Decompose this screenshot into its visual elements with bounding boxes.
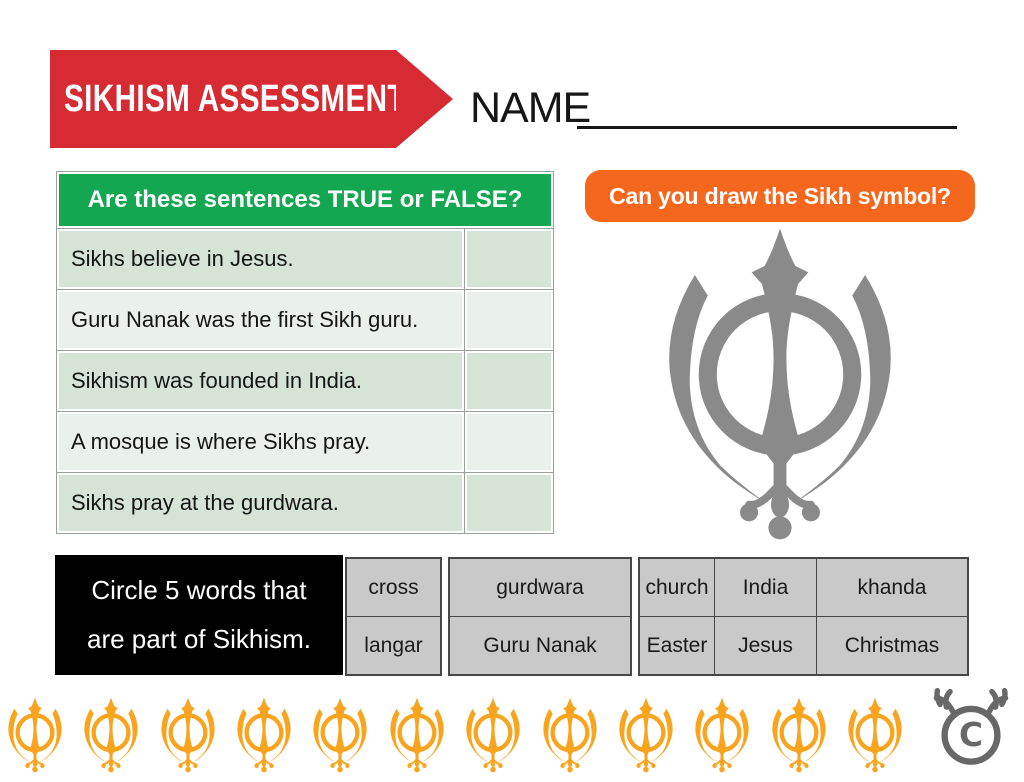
word-cell[interactable]: gurdwara [450, 559, 630, 616]
copyright-letter: C [958, 716, 984, 755]
copyright-moose-logo [924, 688, 1018, 768]
statement-cell: Guru Nanak was the first Sikh guru. [59, 292, 462, 348]
word-cell[interactable]: langar [347, 617, 440, 674]
word-cell[interactable]: church [640, 559, 714, 616]
word-cell[interactable]: Easter [640, 617, 714, 674]
answer-cell[interactable] [467, 414, 551, 470]
true-false-table [55, 170, 555, 535]
circle-words-instruction [55, 555, 343, 675]
word-cell[interactable]: Christmas [817, 617, 967, 674]
word-bank [345, 557, 969, 676]
instruction-line: are part of Sikhism. [87, 624, 311, 654]
draw-symbol-prompt: Can you draw the Sikh symbol? [585, 170, 975, 222]
word-cell[interactable]: khanda [817, 559, 967, 616]
name-label: NAME [470, 84, 591, 132]
true-false-header: Are these sentences TRUE or FALSE? [59, 174, 551, 226]
word-bank-group [345, 557, 442, 676]
answer-cell[interactable] [467, 231, 551, 287]
banner-arrow-tip [396, 50, 453, 148]
word-cell[interactable]: cross [347, 559, 440, 616]
word-bank-group [448, 557, 632, 676]
title-banner [50, 50, 406, 148]
word-cell[interactable]: Guru Nanak [450, 617, 630, 674]
word-cell[interactable]: India [715, 559, 816, 616]
answer-cell[interactable] [467, 292, 551, 348]
instruction-line: Circle 5 words that [91, 574, 307, 605]
word-cell[interactable]: Jesus [715, 617, 816, 674]
khanda-symbol-icon[interactable] [628, 226, 932, 542]
answer-cell[interactable] [467, 475, 551, 531]
statement-cell: Sikhs pray at the gurdwara. [59, 475, 462, 531]
statement-cell: A mosque is where Sikhs pray. [59, 414, 462, 470]
statement-cell: Sikhs believe in Jesus. [59, 231, 462, 287]
statement-cell: Sikhism was founded in India. [59, 353, 462, 409]
word-bank-group [638, 557, 969, 676]
answer-cell[interactable] [467, 353, 551, 409]
name-input-line[interactable] [577, 92, 957, 129]
page-title: SIKHISM ASSESSMENT [64, 77, 406, 120]
